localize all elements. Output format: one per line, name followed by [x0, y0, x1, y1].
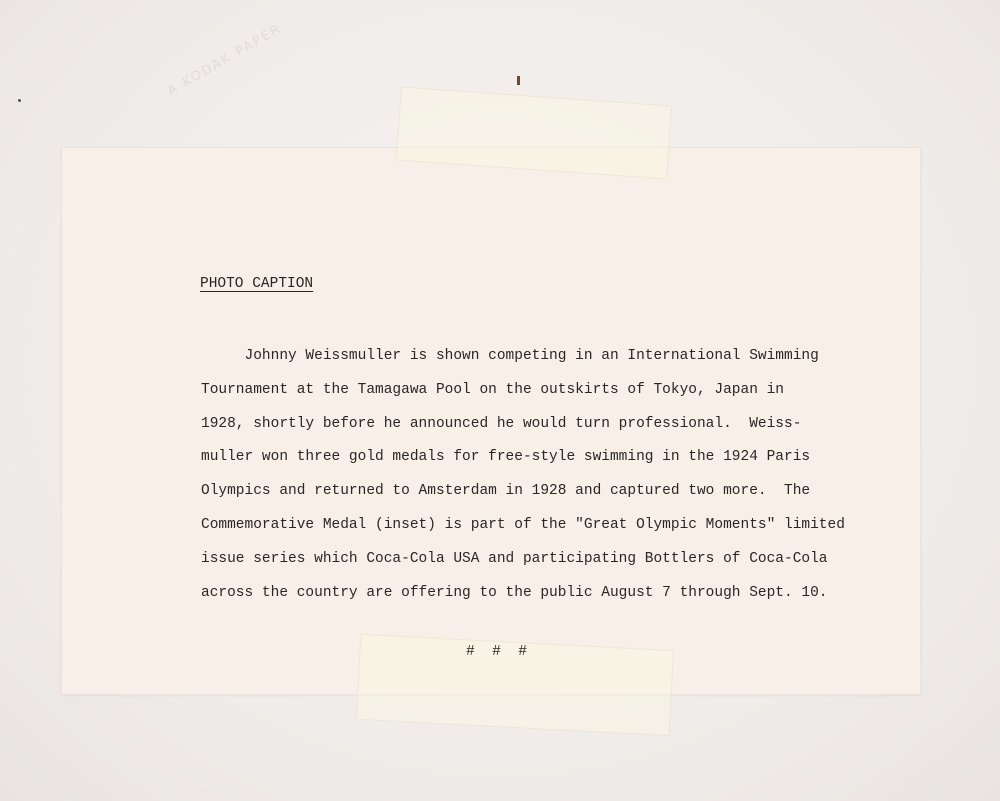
- caption-line: Olympics and returned to Amsterdam in 1928 and captured two more. The: [201, 483, 811, 500]
- page-title: PHOTO CAPTION: [200, 276, 314, 292]
- caption-body: [201, 340, 845, 610]
- caption-line: 1928, shortly before he announced he would turn professional. Weiss-: [201, 415, 802, 432]
- caption-line: muller won three gold medals for free-style swimming in the 1924 Paris: [201, 449, 811, 466]
- caption-line: Johnny Weissmuller is shown competing in an International Swimming: [201, 348, 819, 364]
- end-mark: # # #: [466, 644, 527, 660]
- ink-speck: [517, 76, 520, 85]
- backing-watermark: A KODAK PAPER: [165, 21, 285, 99]
- caption-line: Commemorative Medal (inset) is part of the "Great Olympic Moments" limited: [201, 516, 845, 533]
- caption-line: Tournament at the Tamagawa Pool on the outskirts of Tokyo, Japan in: [201, 381, 784, 398]
- caption-line: issue series which Coca-Cola USA and participating Bottlers of Coca-Cola: [201, 550, 828, 567]
- caption-line: across the country are offering to the public August 7 through Sept. 10.: [201, 584, 828, 601]
- ink-speck: [18, 99, 21, 102]
